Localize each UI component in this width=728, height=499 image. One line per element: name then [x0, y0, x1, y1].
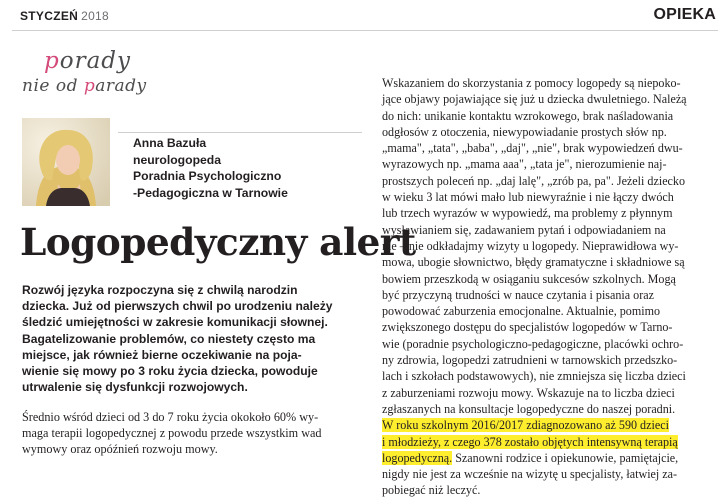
body-line: być przyczyną trudności w nauce czytania i pisania oraz	[382, 287, 654, 302]
column-logo	[22, 48, 172, 108]
body-span: Szanowni rodzice i opiekunowie, pamiętajcie,	[452, 450, 679, 465]
article-headline: Logopedyczny alert	[20, 220, 416, 264]
lead-line: śledzić umiejętności w zakresie komunikacji słownej.	[22, 315, 328, 330]
body-line: wymowy oraz opóźnień rozwoju mowy.	[22, 442, 218, 457]
author-affiliation-line2: -Pedagogiczna w Tarnowie	[133, 185, 288, 200]
body-line: powodować zaburzenia emocjonalne. Aktualnie, pomimo	[382, 304, 661, 319]
author-name: Anna Bazuła	[133, 136, 207, 150]
lead-line: Rozwój języka rozpoczyna się z chwilą narodzin	[22, 283, 298, 297]
author-info	[133, 135, 288, 201]
body-line: mowa, ubogie słownictwo, błędy gramatyczne i składniowe są	[382, 255, 685, 270]
lead-line: Bagatelizowanie problemów, co niestety często ma	[22, 331, 316, 346]
column-logo-line2: nie od parady	[22, 76, 147, 96]
body-line: maga terapii logopedycznej z powodu przede wszystkim wad	[22, 426, 322, 441]
lead-line: utrwalenie się dysfunkcji rozwojowych.	[22, 380, 248, 395]
article-lead	[22, 282, 362, 395]
body-line: Wskazaniem do skorzystania z pomocy logopedy są niepoko-	[382, 76, 681, 90]
body-line: w wieku 3 lat mówi mało lub niewyraźnie i nie łączy dwóch	[382, 190, 674, 205]
lead-line: wienie się mowy po 3 roku życia dziecka, powoduje	[22, 364, 318, 379]
highlight-span: W roku szkolnym 2016/2017 zdiagnozowano aż 590 dzieci	[382, 418, 669, 433]
issue-month: STYCZEŃ	[20, 9, 79, 23]
body-line: nie – nie odkładajmy wizyty u logopedy. Nieprawidłowa wy-	[382, 238, 679, 253]
body-line: z zaburzeniami rozwoju mowy. Wskazuje na to liczba dzieci	[382, 385, 675, 400]
page-header	[0, 0, 728, 34]
issue-year: 2018	[81, 9, 110, 23]
highlight-span: i młodzieży, z czego 378 zostało objętych intensywną terapią	[382, 434, 678, 449]
body-line: pobiegać niż leczyć.	[382, 483, 481, 498]
body-line: zgłaszanych na konsultacje logopedyczne do naszej poradni.	[382, 401, 676, 416]
body-line: wie (poradnie psychologiczno-pedagogiczne, placówki ochro-	[382, 336, 684, 351]
body-line: lach i szkołach podstawowych), nie zmniejsza się liczba dzieci	[382, 369, 686, 384]
body-line: nigdy nie jest za wcześnie na wizytę u specjalisty, łatwiej za-	[382, 467, 678, 482]
author-divider	[118, 132, 362, 133]
lead-line: dziecka. Już od pierwszych chwil po urodzeniu należy	[22, 299, 333, 314]
highlight-span: logopedyczną.	[382, 450, 453, 465]
body-line: „mama", „tata", „baba", „daj", „nie", brak wypowiedzeń dwu-	[382, 141, 683, 156]
section-title: OPIEKA	[653, 6, 716, 23]
body-line: do nich: unikanie kontaktu wzrokowego, brak naśladowania	[382, 108, 674, 123]
body-line: lub trzech wyrazów w wypowiedź, ma problemy z płynnym	[382, 206, 673, 221]
header-divider	[12, 30, 718, 31]
highlighted-line	[382, 450, 716, 466]
column-logo-line1: porady	[44, 48, 132, 74]
highlighted-line	[382, 434, 716, 450]
author-affiliation-line1: Poradnia Psychologiczno	[133, 169, 282, 183]
author-title: neurologopeda	[133, 152, 222, 167]
body-line: jące objawy pojawiające się już u dziecka dwuletniego. Należą	[382, 92, 687, 107]
highlighted-line	[382, 417, 716, 433]
author-photo	[22, 118, 110, 206]
left-body-text	[22, 409, 362, 458]
body-line: prostszych poleceń np. „daj lalę", „zrób pa, pa". Jeżeli dziecko	[382, 173, 686, 188]
body-line: odgłosów z otoczenia, niewypowiadanie prostych słów np.	[382, 124, 667, 139]
body-line: wysławianiem się, zadawaniem pytań i odpowiadaniem na	[382, 222, 666, 237]
right-body-text	[382, 75, 716, 499]
lead-line: miejsce, jak również bierne oczekiwanie na poja-	[22, 347, 302, 362]
body-line: wyrazowych np. „mama aaa", „tata je", nierozumienie naj-	[382, 157, 667, 172]
body-line: bowiem przeszkodą w osiąganiu sukcesów szkolnych. Mogą	[382, 271, 676, 286]
issue-date	[20, 9, 109, 23]
body-line: ny zdrowia, logopedzi zatrudnieni w tarnowskich przedszko-	[382, 353, 678, 368]
body-line: Średnio wśród dzieci od 3 do 7 roku życia okokoło 60% wy-	[22, 410, 319, 424]
body-line: zwiększonego dostępu do specjalistów logopedów w Tarno-	[382, 320, 673, 335]
